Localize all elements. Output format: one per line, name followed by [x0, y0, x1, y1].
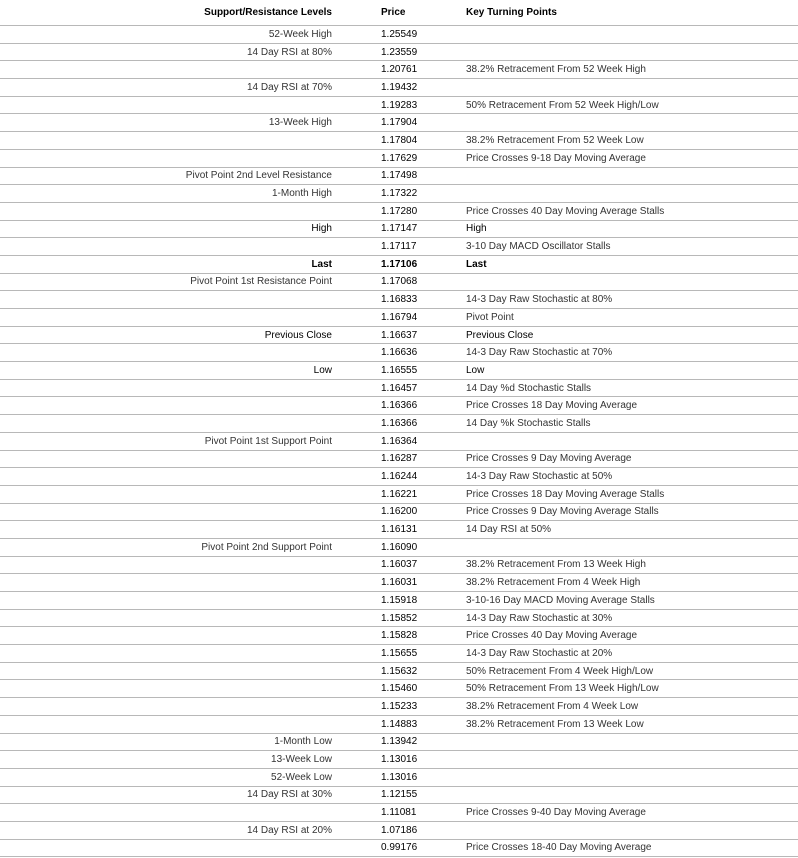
level-cell	[0, 503, 339, 521]
price-cell: 1.16090	[339, 538, 459, 556]
level-cell: 52-Week High	[0, 26, 339, 44]
key-turning-point-cell: 14 Day %k Stochastic Stalls	[459, 415, 798, 433]
table-row	[0, 556, 798, 574]
price-cell: 1.17068	[339, 273, 459, 291]
table-row	[0, 362, 798, 380]
table-row	[0, 167, 798, 185]
table-row	[0, 450, 798, 468]
level-cell	[0, 662, 339, 680]
table-row	[0, 114, 798, 132]
price-cell: 1.16555	[339, 362, 459, 380]
price-cell: 1.15828	[339, 627, 459, 645]
price-cell: 1.16794	[339, 309, 459, 327]
price-cell: 1.17117	[339, 238, 459, 256]
level-cell: Pivot Point 2nd Support Point	[0, 538, 339, 556]
key-turning-point-cell	[459, 114, 798, 132]
price-cell: 1.16833	[339, 291, 459, 309]
level-cell	[0, 468, 339, 486]
price-cell: 1.16037	[339, 556, 459, 574]
price-cell: 1.20761	[339, 61, 459, 79]
key-turning-point-cell: 14-3 Day Raw Stochastic at 20%	[459, 645, 798, 663]
level-cell: 14 Day RSI at 20%	[0, 821, 339, 839]
key-turning-point-cell: 38.2% Retracement From 52 Week High	[459, 61, 798, 79]
table-row	[0, 733, 798, 751]
table-row	[0, 415, 798, 433]
level-cell: Last	[0, 255, 339, 273]
price-cell: 1.11081	[339, 804, 459, 822]
table-row	[0, 432, 798, 450]
level-cell	[0, 291, 339, 309]
key-turning-point-cell: 14-3 Day Raw Stochastic at 70%	[459, 344, 798, 362]
price-cell: 1.16244	[339, 468, 459, 486]
level-cell: 1-Month Low	[0, 733, 339, 751]
table-row	[0, 627, 798, 645]
level-cell: 1-Month High	[0, 185, 339, 203]
level-cell: 14 Day RSI at 70%	[0, 79, 339, 97]
table-row	[0, 468, 798, 486]
level-cell	[0, 556, 339, 574]
table-row	[0, 397, 798, 415]
level-cell: Pivot Point 1st Support Point	[0, 432, 339, 450]
table-row	[0, 238, 798, 256]
key-turning-point-cell: 14-3 Day Raw Stochastic at 30%	[459, 609, 798, 627]
price-cell: 1.17498	[339, 167, 459, 185]
price-cell: 1.07186	[339, 821, 459, 839]
table-row	[0, 715, 798, 733]
price-cell: 1.23559	[339, 43, 459, 61]
table-row	[0, 61, 798, 79]
key-turning-point-cell: Price Crosses 40 Day Moving Average Stalls	[459, 202, 798, 220]
key-turning-point-cell: Low	[459, 362, 798, 380]
price-cell: 1.17280	[339, 202, 459, 220]
table-row	[0, 698, 798, 716]
price-cell: 1.13016	[339, 768, 459, 786]
table-row	[0, 309, 798, 327]
header-key-turning-points: Key Turning Points	[459, 0, 798, 26]
level-cell: 13-Week High	[0, 114, 339, 132]
key-turning-point-cell: Price Crosses 9 Day Moving Average	[459, 450, 798, 468]
price-cell: 1.16287	[339, 450, 459, 468]
key-turning-point-cell	[459, 768, 798, 786]
table-header	[0, 0, 798, 26]
key-turning-point-cell: Price Crosses 18 Day Moving Average Stalls	[459, 485, 798, 503]
table-body	[0, 26, 798, 857]
price-cell: 1.16457	[339, 379, 459, 397]
level-cell	[0, 609, 339, 627]
table-row	[0, 291, 798, 309]
table-row	[0, 149, 798, 167]
level-cell: Pivot Point 2nd Level Resistance	[0, 167, 339, 185]
table-row	[0, 786, 798, 804]
price-cell: 1.17106	[339, 255, 459, 273]
table-row	[0, 574, 798, 592]
level-cell	[0, 132, 339, 150]
key-turning-point-cell: 14 Day RSI at 50%	[459, 521, 798, 539]
table-row	[0, 538, 798, 556]
price-cell: 1.25549	[339, 26, 459, 44]
key-turning-point-cell: Price Crosses 9-18 Day Moving Average	[459, 149, 798, 167]
price-cell: 1.17147	[339, 220, 459, 238]
level-cell	[0, 521, 339, 539]
key-turning-point-cell	[459, 273, 798, 291]
level-cell	[0, 804, 339, 822]
level-cell	[0, 698, 339, 716]
key-turning-point-cell: Price Crosses 40 Day Moving Average	[459, 627, 798, 645]
level-cell	[0, 839, 339, 857]
price-cell: 1.15632	[339, 662, 459, 680]
table-row	[0, 220, 798, 238]
price-cell: 1.17804	[339, 132, 459, 150]
key-turning-point-cell: 50% Retracement From 4 Week High/Low	[459, 662, 798, 680]
level-cell: 52-Week Low	[0, 768, 339, 786]
level-cell: Pivot Point 1st Resistance Point	[0, 273, 339, 291]
price-cell: 1.19432	[339, 79, 459, 97]
level-cell	[0, 415, 339, 433]
level-cell	[0, 202, 339, 220]
price-cell: 1.19283	[339, 96, 459, 114]
key-turning-point-cell	[459, 733, 798, 751]
key-turning-point-cell	[459, 538, 798, 556]
level-cell	[0, 149, 339, 167]
level-cell	[0, 485, 339, 503]
table-row	[0, 185, 798, 203]
key-turning-point-cell: Pivot Point	[459, 309, 798, 327]
price-cell: 1.16366	[339, 397, 459, 415]
price-cell: 1.16366	[339, 415, 459, 433]
key-turning-point-cell: 14-3 Day Raw Stochastic at 50%	[459, 468, 798, 486]
price-cell: 1.15655	[339, 645, 459, 663]
key-turning-point-cell: Price Crosses 18-40 Day Moving Average	[459, 839, 798, 857]
table-row	[0, 503, 798, 521]
table-row	[0, 344, 798, 362]
price-cell: 1.15852	[339, 609, 459, 627]
header-levels: Support/Resistance Levels	[0, 0, 339, 26]
price-cell: 1.13942	[339, 733, 459, 751]
key-turning-point-cell: 38.2% Retracement From 4 Week High	[459, 574, 798, 592]
key-turning-point-cell	[459, 43, 798, 61]
key-turning-point-cell	[459, 432, 798, 450]
level-cell	[0, 715, 339, 733]
key-turning-point-cell	[459, 167, 798, 185]
table-row	[0, 43, 798, 61]
key-turning-point-cell: 38.2% Retracement From 4 Week Low	[459, 698, 798, 716]
key-turning-point-cell	[459, 821, 798, 839]
price-cell: 1.16364	[339, 432, 459, 450]
table-row	[0, 521, 798, 539]
price-cell: 1.16221	[339, 485, 459, 503]
key-turning-point-cell: 3-10-16 Day MACD Moving Average Stalls	[459, 592, 798, 610]
key-turning-point-cell: 14-3 Day Raw Stochastic at 80%	[459, 291, 798, 309]
price-cell: 1.16131	[339, 521, 459, 539]
table-row	[0, 485, 798, 503]
key-turning-point-cell: 14 Day %d Stochastic Stalls	[459, 379, 798, 397]
key-turning-point-cell	[459, 26, 798, 44]
price-cell: 1.17904	[339, 114, 459, 132]
key-turning-point-cell: Price Crosses 18 Day Moving Average	[459, 397, 798, 415]
key-turning-point-cell: Previous Close	[459, 326, 798, 344]
level-cell	[0, 450, 339, 468]
key-turning-point-cell: 38.2% Retracement From 13 Week Low	[459, 715, 798, 733]
price-cell: 1.12155	[339, 786, 459, 804]
table-row	[0, 132, 798, 150]
key-turning-point-cell: 50% Retracement From 13 Week High/Low	[459, 680, 798, 698]
table-row	[0, 680, 798, 698]
table-row	[0, 821, 798, 839]
level-cell	[0, 645, 339, 663]
level-cell	[0, 238, 339, 256]
table-row	[0, 768, 798, 786]
header-row	[0, 0, 798, 26]
level-cell: 14 Day RSI at 80%	[0, 43, 339, 61]
key-turning-point-cell: Price Crosses 9 Day Moving Average Stalls	[459, 503, 798, 521]
table-row	[0, 645, 798, 663]
level-cell: High	[0, 220, 339, 238]
price-cell: 1.16200	[339, 503, 459, 521]
key-turning-point-cell: Last	[459, 255, 798, 273]
table-row	[0, 273, 798, 291]
price-cell: 1.17629	[339, 149, 459, 167]
table-row	[0, 79, 798, 97]
table-row	[0, 26, 798, 44]
level-cell	[0, 574, 339, 592]
level-cell	[0, 96, 339, 114]
table-row	[0, 592, 798, 610]
table-row	[0, 255, 798, 273]
key-turning-point-cell	[459, 185, 798, 203]
key-turning-point-cell	[459, 786, 798, 804]
table-row	[0, 379, 798, 397]
key-turning-point-cell: 50% Retracement From 52 Week High/Low	[459, 96, 798, 114]
key-turning-point-cell	[459, 79, 798, 97]
table-row	[0, 839, 798, 857]
price-cell: 1.14883	[339, 715, 459, 733]
price-cell: 0.99176	[339, 839, 459, 857]
key-turning-point-cell: Price Crosses 9-40 Day Moving Average	[459, 804, 798, 822]
level-cell: 14 Day RSI at 30%	[0, 786, 339, 804]
price-cell: 1.17322	[339, 185, 459, 203]
level-cell	[0, 309, 339, 327]
price-cell: 1.15918	[339, 592, 459, 610]
level-cell	[0, 379, 339, 397]
table-row	[0, 202, 798, 220]
key-turning-point-cell: 3-10 Day MACD Oscillator Stalls	[459, 238, 798, 256]
table-row	[0, 326, 798, 344]
level-cell	[0, 344, 339, 362]
price-cell: 1.16031	[339, 574, 459, 592]
level-cell	[0, 61, 339, 79]
price-cell: 1.15460	[339, 680, 459, 698]
price-cell: 1.15233	[339, 698, 459, 716]
key-turning-point-cell	[459, 751, 798, 769]
table-row	[0, 662, 798, 680]
key-turning-point-cell: High	[459, 220, 798, 238]
level-cell: Low	[0, 362, 339, 380]
level-cell	[0, 627, 339, 645]
level-cell	[0, 592, 339, 610]
level-cell: 13-Week Low	[0, 751, 339, 769]
key-turning-point-cell: 38.2% Retracement From 52 Week Low	[459, 132, 798, 150]
level-cell	[0, 680, 339, 698]
table-row	[0, 96, 798, 114]
level-cell: Previous Close	[0, 326, 339, 344]
table-row	[0, 804, 798, 822]
price-cell: 1.13016	[339, 751, 459, 769]
price-cell: 1.16636	[339, 344, 459, 362]
table-row	[0, 609, 798, 627]
price-cell: 1.16637	[339, 326, 459, 344]
level-cell	[0, 397, 339, 415]
table-row	[0, 751, 798, 769]
key-turning-point-cell: 38.2% Retracement From 13 Week High	[459, 556, 798, 574]
header-price: Price	[339, 0, 459, 26]
